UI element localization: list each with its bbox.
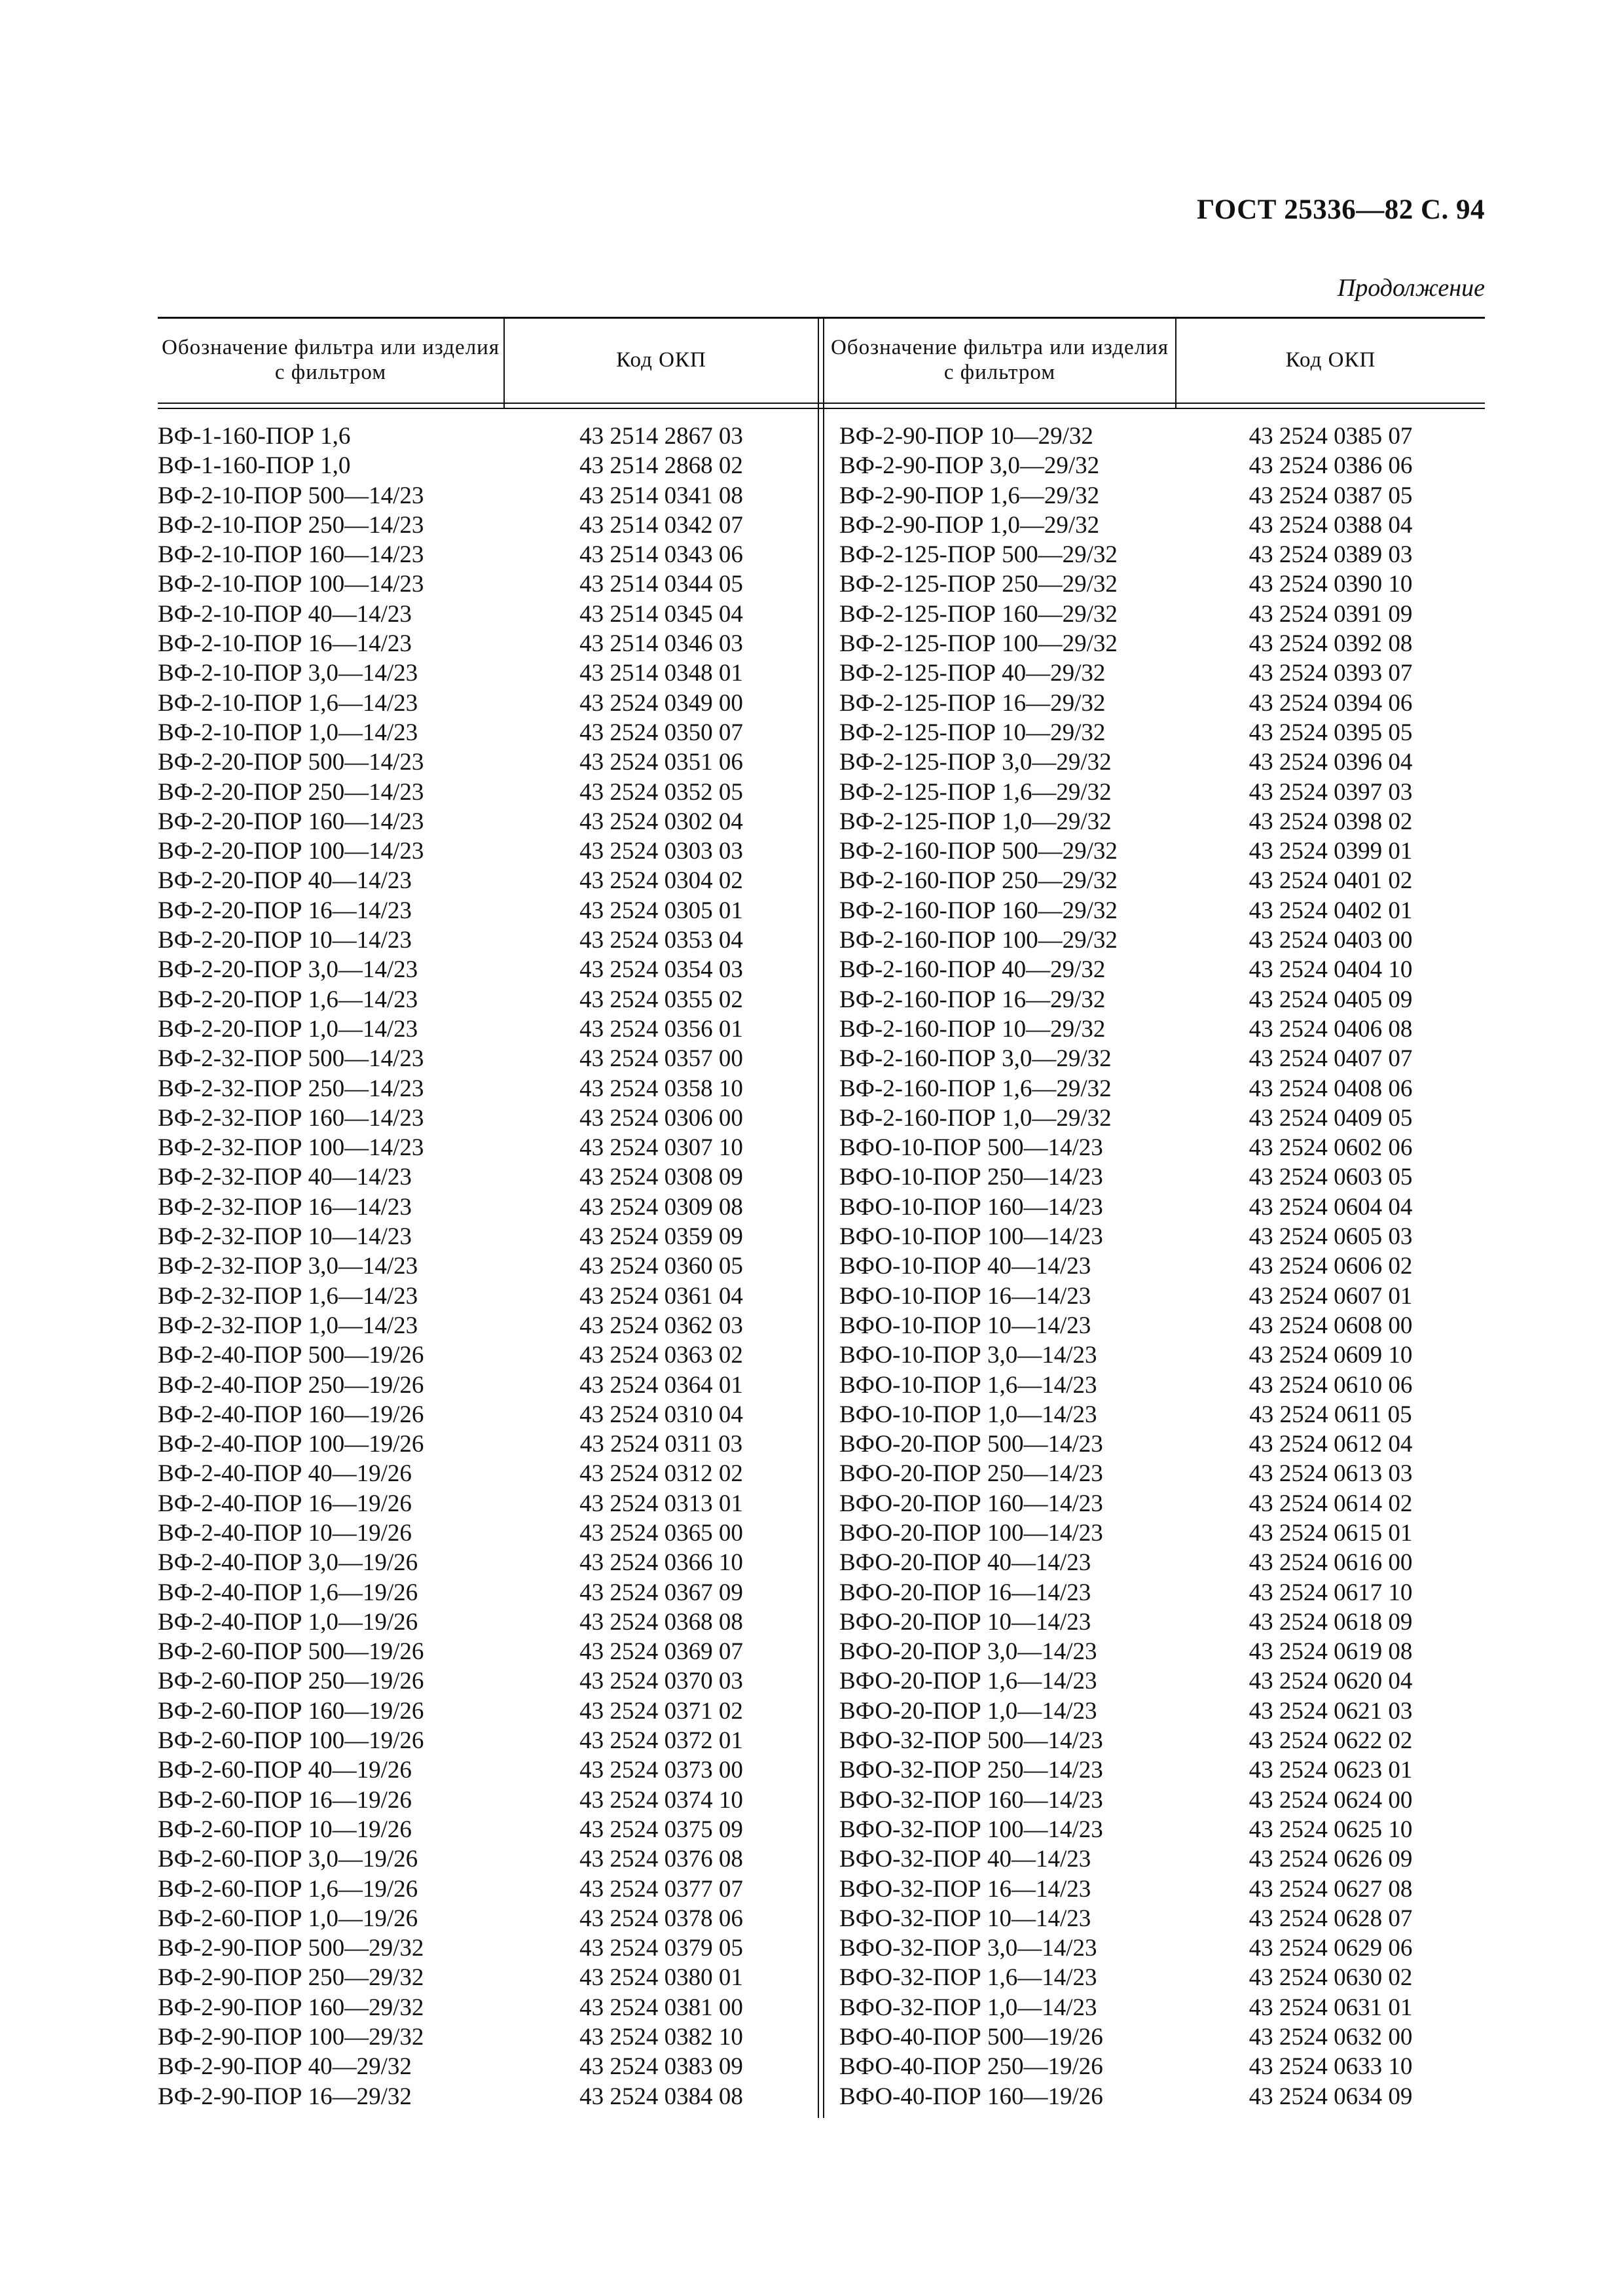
okp-code: 43 2524 0402 01 xyxy=(1249,897,1413,924)
filter-designation: ВФ-2-60-ПОР 40—19/26 xyxy=(158,1757,412,1784)
okp-code: 43 2524 0393 07 xyxy=(1249,660,1413,687)
okp-code: 43 2524 0394 06 xyxy=(1249,689,1413,717)
okp-code: 43 2524 0631 01 xyxy=(1249,1994,1413,2021)
okp-code: 43 2524 0353 04 xyxy=(579,927,743,954)
filter-designation: ВФО-20-ПОР 16—14/23 xyxy=(839,1579,1091,1606)
okp-code: 43 2524 0383 09 xyxy=(579,2053,743,2081)
filter-designation: ВФ-2-60-ПОР 500—19/26 xyxy=(158,1638,424,1666)
filter-designation: ВФ-2-160-ПОР 16—29/32 xyxy=(839,986,1106,1013)
okp-code: 43 2524 0378 06 xyxy=(579,1905,743,1932)
okp-code: 43 2524 0620 04 xyxy=(1249,1668,1413,1695)
okp-code: 43 2524 0616 00 xyxy=(1249,1549,1413,1577)
header-code-right: Код ОКП xyxy=(1285,348,1376,372)
designation-column-right xyxy=(839,422,1175,2111)
okp-code: 43 2514 0343 06 xyxy=(579,541,743,569)
filter-designation: ВФО-20-ПОР 10—14/23 xyxy=(839,1608,1091,1636)
okp-code: 43 2524 0603 05 xyxy=(1249,1164,1413,1191)
filter-designation: ВФ-2-160-ПОР 250—29/32 xyxy=(839,867,1118,895)
filter-designation: ВФО-10-ПОР 1,0—14/23 xyxy=(839,1401,1097,1428)
header-bottom-rule-double xyxy=(158,408,1485,409)
filter-designation: ВФ-2-125-ПОР 40—29/32 xyxy=(839,660,1106,687)
filter-designation: ВФ-2-40-ПОР 100—19/26 xyxy=(158,1431,424,1458)
filter-designation: ВФ-1-160-ПОР 1,6 xyxy=(158,423,351,450)
okp-code: 43 2524 0613 03 xyxy=(1249,1460,1413,1488)
okp-code: 43 2524 0618 09 xyxy=(1249,1608,1413,1636)
filter-designation: ВФО-10-ПОР 16—14/23 xyxy=(839,1282,1091,1310)
header-designation-right: Обозначение фильтра или изделия с фильтром xyxy=(830,335,1169,384)
filter-designation: ВФ-2-125-ПОР 160—29/32 xyxy=(839,600,1118,628)
filter-designation: ВФ-2-40-ПОР 16—19/26 xyxy=(158,1490,412,1517)
okp-code: 43 2524 0354 03 xyxy=(579,956,743,984)
filter-designation: ВФ-2-32-ПОР 3,0—14/23 xyxy=(158,1253,418,1280)
filter-designation: ВФО-10-ПОР 250—14/23 xyxy=(839,1164,1103,1191)
okp-code: 43 2524 0355 02 xyxy=(579,986,743,1013)
designation-column-left xyxy=(158,422,498,2111)
filter-designation: ВФ-2-40-ПОР 500—19/26 xyxy=(158,1342,424,1369)
okp-code: 43 2524 0360 05 xyxy=(579,1253,743,1280)
filter-designation: ВФ-2-160-ПОР 3,0—29/32 xyxy=(839,1045,1112,1073)
filter-designation: ВФО-32-ПОР 16—14/23 xyxy=(839,1875,1091,1903)
code-column-left xyxy=(505,422,818,2111)
okp-code: 43 2524 0602 06 xyxy=(1249,1134,1413,1162)
filter-designation: ВФ-1-160-ПОР 1,0 xyxy=(158,452,351,480)
filter-designation: ВФО-32-ПОР 3,0—14/23 xyxy=(839,1935,1097,1962)
filter-designation: ВФ-2-32-ПОР 500—14/23 xyxy=(158,1045,424,1073)
okp-code: 43 2524 0623 01 xyxy=(1249,1757,1413,1784)
okp-code: 43 2524 0390 10 xyxy=(1249,571,1413,598)
filter-designation: ВФО-10-ПОР 500—14/23 xyxy=(839,1134,1103,1162)
filter-designation: ВФО-32-ПОР 1,6—14/23 xyxy=(839,1964,1097,1992)
okp-code: 43 2524 0634 09 xyxy=(1249,2083,1413,2110)
filter-designation: ВФ-2-32-ПОР 1,0—14/23 xyxy=(158,1312,418,1339)
filter-designation: ВФ-2-160-ПОР 1,0—29/32 xyxy=(839,1104,1112,1132)
filter-designation: ВФ-2-10-ПОР 1,0—14/23 xyxy=(158,719,418,746)
okp-code: 43 2524 0612 04 xyxy=(1249,1431,1413,1458)
filter-designation: ВФ-2-125-ПОР 100—29/32 xyxy=(839,630,1118,658)
filter-designation: ВФО-32-ПОР 500—14/23 xyxy=(839,1727,1103,1755)
okp-code: 43 2524 0312 02 xyxy=(579,1460,743,1488)
okp-code: 43 2514 0346 03 xyxy=(579,630,743,658)
filter-designation: ВФО-20-ПОР 3,0—14/23 xyxy=(839,1638,1097,1666)
okp-code: 43 2524 0305 01 xyxy=(579,897,743,924)
okp-code: 43 2514 0342 07 xyxy=(579,511,743,539)
okp-code: 43 2524 0388 04 xyxy=(1249,511,1413,539)
continuation-label: Продолжение xyxy=(1337,274,1485,302)
okp-code: 43 2524 0405 09 xyxy=(1249,986,1413,1013)
filter-designation: ВФ-2-40-ПОР 1,0—19/26 xyxy=(158,1608,418,1636)
filter-designation: ВФ-2-32-ПОР 160—14/23 xyxy=(158,1104,424,1132)
okp-code: 43 2524 0372 01 xyxy=(579,1727,743,1755)
okp-code: 43 2524 0608 00 xyxy=(1249,1312,1413,1339)
filter-designation: ВФО-10-ПОР 10—14/23 xyxy=(839,1312,1091,1339)
okp-code: 43 2524 0311 03 xyxy=(579,1431,743,1458)
okp-code: 43 2524 0381 00 xyxy=(579,1994,743,2021)
filter-designation: ВФ-2-40-ПОР 250—19/26 xyxy=(158,1371,424,1399)
filter-designation: ВФО-10-ПОР 1,6—14/23 xyxy=(839,1371,1097,1399)
filter-designation: ВФ-2-90-ПОР 500—29/32 xyxy=(158,1935,424,1962)
okp-code: 43 2524 0367 09 xyxy=(579,1579,743,1606)
okp-code: 43 2524 0351 06 xyxy=(579,749,743,776)
filter-designation: ВФ-2-60-ПОР 100—19/26 xyxy=(158,1727,424,1755)
okp-code: 43 2524 0350 07 xyxy=(579,719,743,746)
filter-designation: ВФ-2-40-ПОР 3,0—19/26 xyxy=(158,1549,418,1577)
okp-code: 43 2524 0404 10 xyxy=(1249,956,1413,984)
okp-code: 43 2524 0389 03 xyxy=(1249,541,1413,569)
filter-designation: ВФ-2-10-ПОР 1,6—14/23 xyxy=(158,689,418,717)
okp-code: 43 2524 0408 06 xyxy=(1249,1075,1413,1102)
okp-code: 43 2524 0359 09 xyxy=(579,1223,743,1251)
filter-designation: ВФ-2-60-ПОР 250—19/26 xyxy=(158,1668,424,1695)
filter-designation: ВФ-2-20-ПОР 40—14/23 xyxy=(158,867,412,895)
okp-code: 43 2524 0369 07 xyxy=(579,1638,743,1666)
okp-code: 43 2524 0625 10 xyxy=(1249,1816,1413,1843)
filter-designation: ВФ-2-32-ПОР 1,6—14/23 xyxy=(158,1282,418,1310)
okp-code: 43 2524 0622 02 xyxy=(1249,1727,1413,1755)
okp-code: 43 2524 0302 04 xyxy=(579,808,743,835)
okp-code: 43 2524 0364 01 xyxy=(579,1371,743,1399)
filter-designation: ВФО-20-ПОР 40—14/23 xyxy=(839,1549,1091,1577)
filter-designation: ВФО-20-ПОР 160—14/23 xyxy=(839,1490,1103,1517)
filter-designation: ВФ-2-160-ПОР 100—29/32 xyxy=(839,927,1118,954)
okp-code: 43 2524 0628 07 xyxy=(1249,1905,1413,1932)
filter-designation: ВФО-10-ПОР 40—14/23 xyxy=(839,1253,1091,1280)
okp-code: 43 2524 0407 07 xyxy=(1249,1045,1413,1073)
filter-designation: ВФ-2-60-ПОР 160—19/26 xyxy=(158,1697,424,1725)
okp-code: 43 2524 0374 10 xyxy=(579,1786,743,1814)
filter-designation: ВФ-2-40-ПОР 10—19/26 xyxy=(158,1519,412,1547)
center-double-divider-left xyxy=(818,317,819,2118)
okp-code: 43 2524 0610 06 xyxy=(1249,1371,1413,1399)
filter-designation: ВФ-2-20-ПОР 160—14/23 xyxy=(158,808,424,835)
filter-designation: ВФ-2-20-ПОР 500—14/23 xyxy=(158,749,424,776)
filter-designation: ВФ-2-160-ПОР 1,6—29/32 xyxy=(839,1075,1112,1102)
filter-designation: ВФ-2-20-ПОР 100—14/23 xyxy=(158,838,424,865)
okp-code: 43 2524 0384 08 xyxy=(579,2083,743,2110)
okp-code: 43 2524 0392 08 xyxy=(1249,630,1413,658)
filter-designation: ВФ-2-10-ПОР 500—14/23 xyxy=(158,482,424,509)
filter-designation: ВФ-2-160-ПОР 40—29/32 xyxy=(839,956,1106,984)
filter-designation: ВФ-2-10-ПОР 160—14/23 xyxy=(158,541,424,569)
filter-designation: ВФ-2-60-ПОР 1,0—19/26 xyxy=(158,1905,418,1932)
filter-designation: ВФО-32-ПОР 40—14/23 xyxy=(839,1846,1091,1873)
filter-designation: ВФ-2-20-ПОР 1,0—14/23 xyxy=(158,1015,418,1043)
okp-code: 43 2524 0619 08 xyxy=(1249,1638,1413,1666)
okp-code: 43 2524 0349 00 xyxy=(579,689,743,717)
filter-designation: ВФ-2-60-ПОР 10—19/26 xyxy=(158,1816,412,1843)
filter-designation: ВФ-2-90-ПОР 1,0—29/32 xyxy=(839,511,1100,539)
filter-designation: ВФ-2-60-ПОР 1,6—19/26 xyxy=(158,1875,418,1903)
okp-code: 43 2524 0387 05 xyxy=(1249,482,1413,509)
okp-code: 43 2524 0611 05 xyxy=(1249,1401,1412,1428)
okp-code: 43 2514 0348 01 xyxy=(579,660,743,687)
filter-designation: ВФО-32-ПОР 10—14/23 xyxy=(839,1905,1091,1932)
okp-code: 43 2524 0373 00 xyxy=(579,1757,743,1784)
okp-code: 43 2524 0627 08 xyxy=(1249,1875,1413,1903)
okp-code: 43 2524 0607 01 xyxy=(1249,1282,1413,1310)
filter-designation: ВФ-2-160-ПОР 10—29/32 xyxy=(839,1015,1106,1043)
filter-designation: ВФ-2-40-ПОР 160—19/26 xyxy=(158,1401,424,1428)
code-column-right xyxy=(1176,422,1485,2111)
okp-code: 43 2524 0352 05 xyxy=(579,778,743,806)
filter-designation: ВФ-2-60-ПОР 3,0—19/26 xyxy=(158,1846,418,1873)
okp-code: 43 2524 0304 02 xyxy=(579,867,743,895)
filter-designation: ВФО-20-ПОР 250—14/23 xyxy=(839,1460,1103,1488)
okp-code: 43 2524 0357 00 xyxy=(579,1045,743,1073)
header-bottom-rule xyxy=(158,403,1485,404)
filter-designation: ВФ-2-160-ПОР 160—29/32 xyxy=(839,897,1118,924)
filter-designation: ВФ-2-90-ПОР 16—29/32 xyxy=(158,2083,412,2110)
filter-designation: ВФ-2-20-ПОР 1,6—14/23 xyxy=(158,986,418,1013)
okp-code: 43 2524 0303 03 xyxy=(579,838,743,865)
filter-designation: ВФО-32-ПОР 250—14/23 xyxy=(839,1757,1103,1784)
okp-code: 43 2524 0609 10 xyxy=(1249,1342,1413,1369)
filter-designation: ВФ-2-90-ПОР 40—29/32 xyxy=(158,2053,412,2081)
okp-code: 43 2524 0409 05 xyxy=(1249,1104,1413,1132)
okp-code: 43 2524 0403 00 xyxy=(1249,927,1413,954)
okp-code: 43 2524 0617 10 xyxy=(1249,1579,1413,1606)
filter-designation: ВФО-10-ПОР 100—14/23 xyxy=(839,1223,1103,1251)
okp-code: 43 2524 0615 01 xyxy=(1249,1519,1413,1547)
okp-code: 43 2524 0398 02 xyxy=(1249,808,1413,835)
filter-designation: ВФ-2-90-ПОР 1,6—29/32 xyxy=(839,482,1100,509)
okp-code: 43 2524 0309 08 xyxy=(579,1193,743,1221)
filter-designation: ВФ-2-10-ПОР 250—14/23 xyxy=(158,511,424,539)
filter-designation: ВФ-2-32-ПОР 40—14/23 xyxy=(158,1164,412,1191)
okp-code: 43 2524 0306 00 xyxy=(579,1104,743,1132)
okp-code: 43 2524 0310 04 xyxy=(579,1401,743,1428)
okp-code: 43 2524 0377 07 xyxy=(579,1875,743,1903)
okp-code: 43 2524 0356 01 xyxy=(579,1015,743,1043)
okp-code: 43 2524 0382 10 xyxy=(579,2024,743,2051)
filter-designation: ВФ-2-32-ПОР 16—14/23 xyxy=(158,1193,412,1221)
okp-code: 43 2524 0406 08 xyxy=(1249,1015,1413,1043)
filter-designation: ВФ-2-90-ПОР 10—29/32 xyxy=(839,423,1093,450)
page-header: ГОСТ 25336—82 С. 94 xyxy=(1196,194,1485,225)
filter-designation: ВФ-2-20-ПОР 3,0—14/23 xyxy=(158,956,418,984)
header-code-left: Код ОКП xyxy=(616,348,706,372)
okp-code: 43 2524 0386 06 xyxy=(1249,452,1413,480)
filter-designation: ВФО-40-ПОР 250—19/26 xyxy=(839,2053,1103,2081)
filter-designation: ВФ-2-90-ПОР 3,0—29/32 xyxy=(839,452,1100,480)
filter-designation: ВФО-40-ПОР 160—19/26 xyxy=(839,2083,1103,2110)
okp-code-table xyxy=(158,317,1485,2118)
okp-code: 43 2514 2867 03 xyxy=(579,423,743,450)
okp-code: 43 2524 0376 08 xyxy=(579,1846,743,1873)
okp-code: 43 2524 0361 04 xyxy=(579,1282,743,1310)
okp-code: 43 2524 0606 02 xyxy=(1249,1253,1413,1280)
filter-designation: ВФО-20-ПОР 1,0—14/23 xyxy=(839,1697,1097,1725)
filter-designation: ВФО-32-ПОР 160—14/23 xyxy=(839,1786,1103,1814)
okp-code: 43 2514 0341 08 xyxy=(579,482,743,509)
okp-code: 43 2524 0396 04 xyxy=(1249,749,1413,776)
filter-designation: ВФ-2-10-ПОР 100—14/23 xyxy=(158,571,424,598)
filter-designation: ВФО-20-ПОР 100—14/23 xyxy=(839,1519,1103,1547)
filter-designation: ВФ-2-125-ПОР 500—29/32 xyxy=(839,541,1118,569)
okp-code: 43 2524 0363 02 xyxy=(579,1342,743,1369)
okp-code: 43 2514 0345 04 xyxy=(579,600,743,628)
okp-code: 43 2524 0385 07 xyxy=(1249,423,1413,450)
okp-code: 43 2524 0380 01 xyxy=(579,1964,743,1992)
filter-designation: ВФО-32-ПОР 100—14/23 xyxy=(839,1816,1103,1843)
filter-designation: ВФ-2-125-ПОР 1,0—29/32 xyxy=(839,808,1112,835)
okp-code: 43 2524 0370 03 xyxy=(579,1668,743,1695)
okp-code: 43 2524 0605 03 xyxy=(1249,1223,1413,1251)
okp-code: 43 2524 0308 09 xyxy=(579,1164,743,1191)
filter-designation: ВФ-2-20-ПОР 250—14/23 xyxy=(158,778,424,806)
okp-code: 43 2524 0358 10 xyxy=(579,1075,743,1102)
filter-designation: ВФО-40-ПОР 500—19/26 xyxy=(839,2024,1103,2051)
filter-designation: ВФ-2-32-ПОР 100—14/23 xyxy=(158,1134,424,1162)
filter-designation: ВФ-2-60-ПОР 16—19/26 xyxy=(158,1786,412,1814)
okp-code: 43 2524 0399 01 xyxy=(1249,838,1413,865)
okp-code: 43 2524 0368 08 xyxy=(579,1608,743,1636)
filter-designation: ВФ-2-10-ПОР 40—14/23 xyxy=(158,600,412,628)
okp-code: 43 2524 0632 00 xyxy=(1249,2024,1413,2051)
okp-code: 43 2524 0379 05 xyxy=(579,1935,743,1962)
filter-designation: ВФ-2-40-ПОР 40—19/26 xyxy=(158,1460,412,1488)
filter-designation: ВФО-20-ПОР 1,6—14/23 xyxy=(839,1668,1097,1695)
filter-designation: ВФ-2-90-ПОР 100—29/32 xyxy=(158,2024,424,2051)
filter-designation: ВФ-2-90-ПОР 160—29/32 xyxy=(158,1994,424,2021)
okp-code: 43 2524 0365 00 xyxy=(579,1519,743,1547)
okp-code: 43 2524 0375 09 xyxy=(579,1816,743,1843)
okp-code: 43 2524 0604 04 xyxy=(1249,1193,1413,1221)
filter-designation: ВФ-2-125-ПОР 16—29/32 xyxy=(839,689,1106,717)
okp-code: 43 2524 0307 10 xyxy=(579,1134,743,1162)
okp-code: 43 2514 2868 02 xyxy=(579,452,743,480)
filter-designation: ВФ-2-40-ПОР 1,6—19/26 xyxy=(158,1579,418,1606)
filter-designation: ВФ-2-125-ПОР 1,6—29/32 xyxy=(839,778,1112,806)
okp-code: 43 2524 0626 09 xyxy=(1249,1846,1413,1873)
filter-designation: ВФ-2-125-ПОР 3,0—29/32 xyxy=(839,749,1112,776)
filter-designation: ВФ-2-125-ПОР 10—29/32 xyxy=(839,719,1106,746)
filter-designation: ВФО-32-ПОР 1,0—14/23 xyxy=(839,1994,1097,2021)
header-designation-left: Обозначение фильтра или изделия с фильтром xyxy=(161,335,500,384)
filter-designation: ВФ-2-10-ПОР 3,0—14/23 xyxy=(158,660,418,687)
filter-designation: ВФ-2-90-ПОР 250—29/32 xyxy=(158,1964,424,1992)
filter-designation: ВФ-2-32-ПОР 250—14/23 xyxy=(158,1075,424,1102)
okp-code: 43 2524 0366 10 xyxy=(579,1549,743,1577)
okp-code: 43 2524 0401 02 xyxy=(1249,867,1413,895)
filter-designation: ВФ-2-10-ПОР 16—14/23 xyxy=(158,630,412,658)
okp-code: 43 2524 0313 01 xyxy=(579,1490,743,1517)
filter-designation: ВФ-2-20-ПОР 16—14/23 xyxy=(158,897,412,924)
filter-designation: ВФО-10-ПОР 160—14/23 xyxy=(839,1193,1103,1221)
okp-code: 43 2524 0391 09 xyxy=(1249,600,1413,628)
filter-designation: ВФ-2-160-ПОР 500—29/32 xyxy=(839,838,1118,865)
okp-code: 43 2524 0633 10 xyxy=(1249,2053,1413,2081)
okp-code: 43 2524 0371 02 xyxy=(579,1697,743,1725)
okp-code: 43 2524 0621 03 xyxy=(1249,1697,1413,1725)
okp-code: 43 2524 0624 00 xyxy=(1249,1786,1413,1814)
okp-code: 43 2524 0614 02 xyxy=(1249,1490,1413,1517)
filter-designation: ВФ-2-20-ПОР 10—14/23 xyxy=(158,927,412,954)
filter-designation: ВФО-10-ПОР 3,0—14/23 xyxy=(839,1342,1097,1369)
filter-designation: ВФ-2-32-ПОР 10—14/23 xyxy=(158,1223,412,1251)
filter-designation: ВФО-20-ПОР 500—14/23 xyxy=(839,1431,1103,1458)
filter-designation: ВФ-2-125-ПОР 250—29/32 xyxy=(839,571,1118,598)
okp-code: 43 2524 0397 03 xyxy=(1249,778,1413,806)
okp-code: 43 2524 0395 05 xyxy=(1249,719,1413,746)
okp-code: 43 2524 0629 06 xyxy=(1249,1935,1413,1962)
okp-code: 43 2524 0630 02 xyxy=(1249,1964,1413,1992)
okp-code: 43 2524 0362 03 xyxy=(579,1312,743,1339)
center-double-divider-right xyxy=(823,317,824,2118)
okp-code: 43 2514 0344 05 xyxy=(579,571,743,598)
